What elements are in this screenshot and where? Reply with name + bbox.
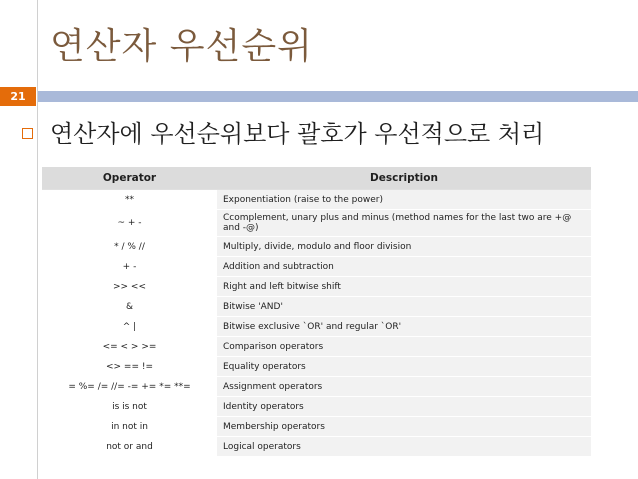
operator-cell: &	[42, 297, 217, 317]
table-row	[42, 190, 591, 210]
table-row	[42, 417, 591, 437]
slide-title: 연산자 우선순위	[50, 26, 313, 67]
operator-cell: not or and	[42, 437, 217, 457]
operator-cell: + -	[42, 257, 217, 277]
operator-cell: is is not	[42, 397, 217, 417]
bullet-square-icon	[22, 128, 33, 139]
operator-cell: >> <<	[42, 277, 217, 297]
description-cell: Comparison operators	[217, 337, 591, 357]
description-cell: Exponentiation (raise to the power)	[217, 190, 591, 210]
operator-precedence-table	[42, 167, 591, 457]
table-row	[42, 297, 591, 317]
description-cell: Membership operators	[217, 417, 591, 437]
page-number: 21	[0, 87, 36, 106]
table-row	[42, 357, 591, 377]
table-row	[42, 210, 591, 237]
description-cell: Identity operators	[217, 397, 591, 417]
table-row	[42, 237, 591, 257]
operator-cell: **	[42, 190, 217, 210]
left-guide-line	[37, 0, 38, 479]
table-row	[42, 337, 591, 357]
table-row	[42, 377, 591, 397]
description-cell: Bitwise 'AND'	[217, 297, 591, 317]
slide-subtitle: 연산자에 우선순위보다 괄호가 우선적으로 처리	[50, 120, 545, 148]
operator-cell: * / % //	[42, 237, 217, 257]
operator-cell: <> == !=	[42, 357, 217, 377]
table-row	[42, 277, 591, 297]
table-row	[42, 397, 591, 417]
description-cell: Logical operators	[217, 437, 591, 457]
operator-cell: <= < > >=	[42, 337, 217, 357]
description-cell: Addition and subtraction	[217, 257, 591, 277]
operator-cell: ~ + -	[42, 210, 217, 237]
operator-cell: = %= /= //= -= += *= **=	[42, 377, 217, 397]
header-description: Description	[217, 167, 591, 190]
description-cell: Assignment operators	[217, 377, 591, 397]
table-row	[42, 437, 591, 457]
description-cell: Multiply, divide, modulo and floor division	[217, 237, 591, 257]
table-row	[42, 317, 591, 337]
description-cell: Bitwise exclusive `OR' and regular `OR'	[217, 317, 591, 337]
description-cell: Right and left bitwise shift	[217, 277, 591, 297]
description-cell: Equality operators	[217, 357, 591, 377]
header-operator: Operator	[42, 167, 217, 190]
description-cell: Ccomplement, unary plus and minus (method names for the last two are +@ and -@)	[217, 210, 591, 237]
table-row	[42, 257, 591, 277]
title-rule-bar	[38, 91, 638, 102]
operator-cell: ^ |	[42, 317, 217, 337]
table-header-row	[42, 167, 591, 190]
operator-cell: in not in	[42, 417, 217, 437]
